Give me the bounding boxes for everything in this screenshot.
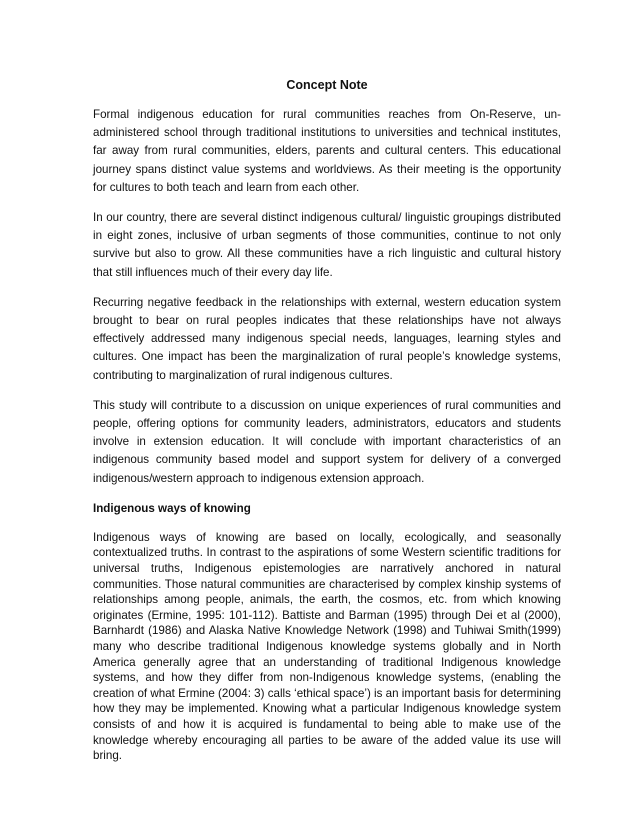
document-body xyxy=(93,76,561,764)
paragraph-feedback: Recurring negative feedback in the relationships with external, western education system brought to bear on rural peoples indicates that these relationships have not always effectively addressed many indigenous special needs, languages, learning styles and cultures. One impact has been the marginalization of rural people’s knowledge systems, contributing to marginalization of rural indigenous cultures. xyxy=(93,295,561,382)
paragraph-ways-of-knowing: Indigenous ways of knowing are based on locally, ecologically, and seasonally contextualized truths. In contrast to the aspirations of some Western scientific traditions for universal truths, Indigenous epistemologies are narratively anchored in natural communities. Those natural communities are characterised by complex kinship systems of relationships among people, animals, the earth, the cosmos, etc. from which knowing originates (Ermine, 1995: 101-112). Battiste and Barman (1995) through Dei et al (2000), Barnhardt (1986) and Alaska Native Knowledge Network (1998) and Tuhiwai Smith(1999) many who describe traditional Indigenous knowledge systems globally and in North America generally agree that an understanding of traditional Indigenous knowledge systems, and how they differ from non-Indigenous knowledge systems, (enabling the creation of what Ermine (2004: 3) calls ‘ethical space’) is an important basis for determining how they may be implemented. Knowing what a particular Indigenous knowledge system consists of and how it is acquired is fundamental to being able to make use of the knowledge whereby encouraging all parties to be aware of the added value its use will bring. xyxy=(93,530,561,763)
paragraph-communities: In our country, there are several distinct indigenous cultural/ linguistic groupings distributed in eight zones, inclusive of urban segments of those communities, continue to not only survive but also to grow. All these communities have a rich linguistic and cultural history that still influences much of their every day life. xyxy=(93,211,561,279)
paragraph-intro: Formal indigenous education for rural communities reaches from On-Reserve, un-administered school through traditional institutions to universities and technical institutes, far away from rural communities, elders, parents and cultural centers. This educational journey spans distinct value systems and worldviews. As their meeting is the opportunity for cultures to both teach and learn from each other. xyxy=(93,108,561,194)
document-title: Concept Note xyxy=(286,78,368,92)
paragraph-study: This study will contribute to a discussion on unique experiences of rural communities and people, offering options for community leaders, administrators, educators and students involve in extension education. It will conclude with important characteristics of an indigenous community based model and support system for delivery of a converged indigenous/western approach to indigenous extension approach. xyxy=(93,398,561,485)
section-heading: Indigenous ways of knowing xyxy=(93,501,251,515)
